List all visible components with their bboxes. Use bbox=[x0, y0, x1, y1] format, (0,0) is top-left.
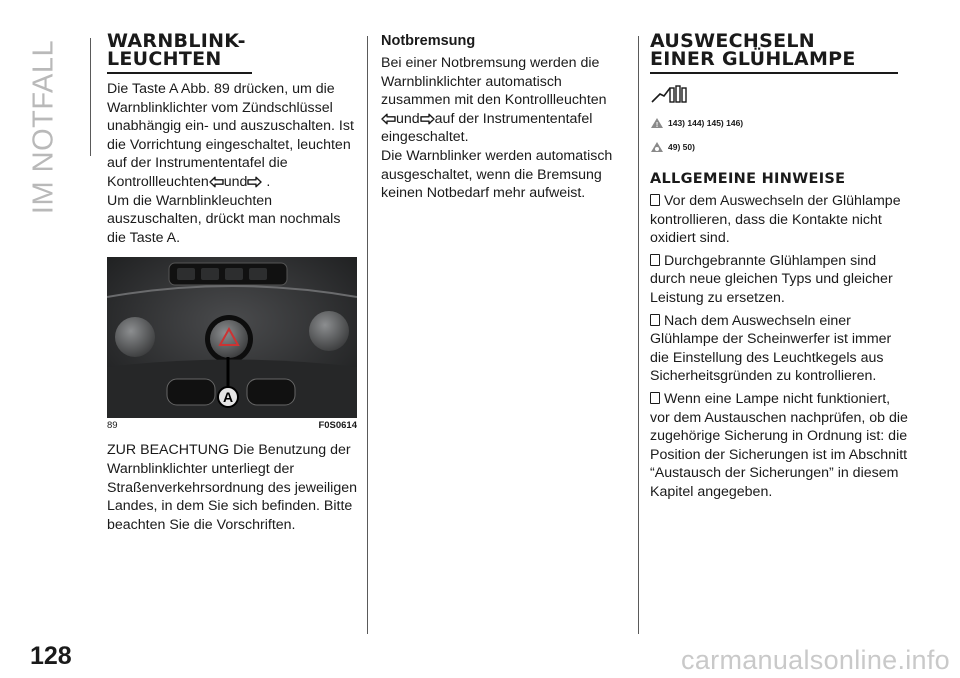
figure-caption bbox=[107, 420, 357, 431]
column-divider bbox=[367, 36, 368, 634]
section-heading: AUSWECHSELN EINER GLÜHLAMPE bbox=[650, 32, 898, 74]
turn-left-indicator-icon bbox=[209, 176, 224, 188]
list-item: Vor dem Auswechseln der Glühlampe kontrollieren, dass die Kontakte nicht oxidiert sind. bbox=[650, 193, 901, 247]
list-item: Wenn eine Lampe nicht funktioniert, vor dem Austauschen nachprüfen, ob die zugehörige Sicherung in Ordnung ist: die Position der Sicherungen ist im Abschnitt “Austausch der Sicherungen” in diesem Kapitel angegeben. bbox=[650, 390, 908, 500]
paragraph: Um die Warnblinkleuchten auszuschalten, drückt man nochmals die Taste A. bbox=[107, 192, 341, 246]
warning-icon bbox=[650, 117, 664, 129]
paragraph: Bei einer Notbremsung werden die Warnblinklichter automatisch zusammen mit den Kontrollleuchten und auf der Instrumententafel eingeschaltet. bbox=[381, 55, 607, 146]
figure-code: F0S0614 bbox=[318, 420, 357, 432]
column-divider bbox=[638, 36, 639, 634]
warning-references: ! 143) 144) 145) 146) bbox=[650, 117, 910, 129]
caution-icon bbox=[650, 141, 664, 153]
paragraph: Die Taste A Abb. 89 drücken, um die Warnblinklichter vom Zündschlüssel unabhängig ein- und auszuschalten. Ist die Vorrichtung eingeschaltet, leuchten auf der Instrumententafel die Kontrollleuchten und . bbox=[107, 81, 354, 190]
bulb-icon bbox=[650, 84, 910, 111]
subheading: ALLGEMEINE HINWEISE bbox=[650, 171, 846, 187]
turn-left-indicator-icon bbox=[381, 113, 396, 125]
bullet-icon bbox=[650, 392, 660, 404]
section-heading: WARNBLINK- LEUCHTEN bbox=[107, 32, 252, 74]
column-notbremsung bbox=[381, 32, 631, 203]
chapter-side-label: IM NOTFALL bbox=[27, 39, 60, 215]
margin-rule bbox=[90, 38, 91, 156]
paragraph: Die Warnblinker werden automatisch ausgeschaltet, wenn die Bremsung keinen Notbedarf mehr aufweist. bbox=[381, 147, 613, 202]
list-item: Nach dem Auswechseln einer Glühlampe der Scheinwerfer ist immer die Einstellung des Leuchtkegels aus Sicherheitsgründen zu kontrollieren. bbox=[650, 312, 892, 385]
turn-right-indicator-icon bbox=[247, 176, 262, 188]
bullet-icon bbox=[650, 314, 660, 326]
figure-number: 89 bbox=[107, 420, 118, 432]
page-number: 128 bbox=[30, 642, 72, 670]
caution-references: 49) 50) bbox=[650, 141, 910, 153]
svg-text:A: A bbox=[222, 389, 234, 406]
list-item: Durchgebrannte Glühlampen sind durch neue gleichen Typs und gleicher Leistung zu ersetzen. bbox=[650, 252, 893, 306]
subheading: Notbremsung bbox=[381, 33, 476, 49]
bullet-icon bbox=[650, 254, 660, 266]
column-warnblinkleuchten bbox=[107, 32, 357, 534]
turn-right-indicator-icon bbox=[420, 113, 435, 125]
figure-hazard-switch bbox=[107, 257, 357, 418]
svg-text:!: ! bbox=[655, 122, 659, 129]
dashboard-photo bbox=[107, 257, 357, 418]
bullet-icon bbox=[650, 194, 660, 206]
watermark: carmanualsonline.info bbox=[681, 645, 950, 675]
column-gluehlampe bbox=[650, 32, 910, 502]
paragraph-note: ZUR BEACHTUNG Die Benutzung der Warnblinklichter unterliegt der Straßenverkehrsordnung des jeweiligen Landes, in dem Sie sich befinden. Bitte beachten Sie die Vorschriften. bbox=[107, 442, 357, 533]
